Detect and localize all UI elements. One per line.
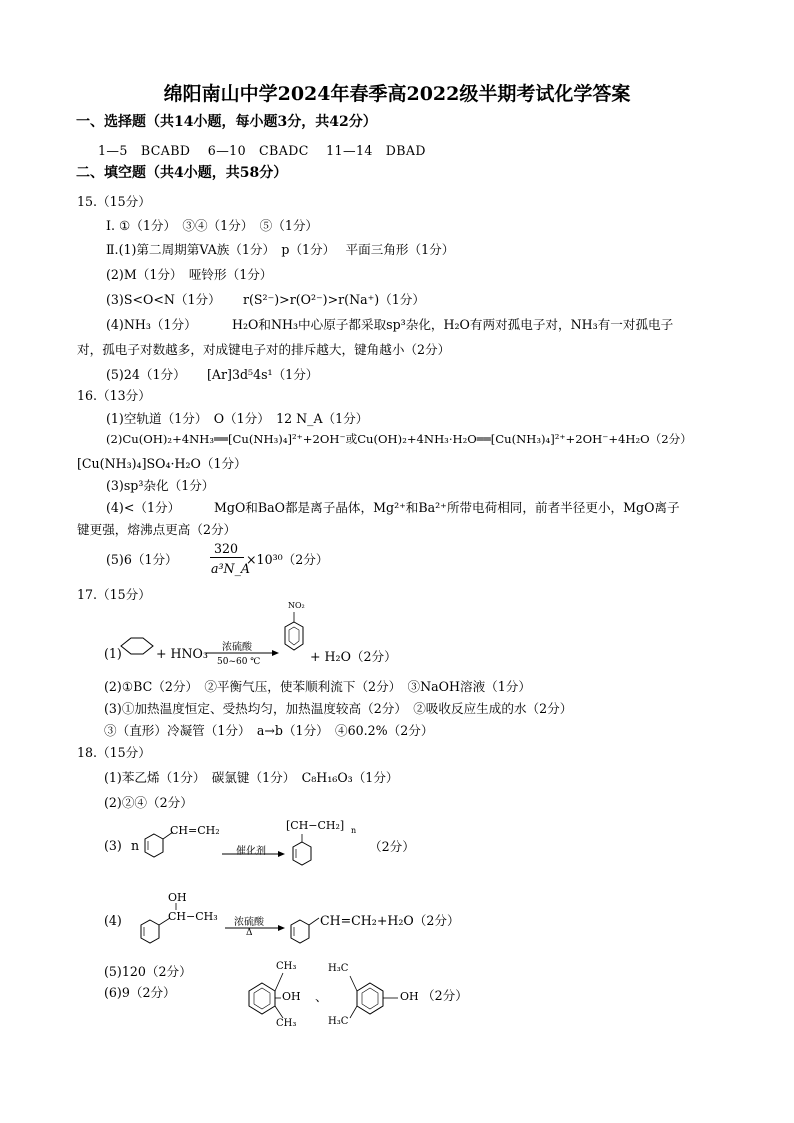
fraction-numerator: 320 xyxy=(214,541,239,556)
q16-line-7a: (5)6（1分） xyxy=(106,552,178,567)
styrene-monomer xyxy=(145,832,173,857)
q16-line-6: 键更强，熔沸点更高（2分） xyxy=(77,522,237,537)
q15-line-5b: H₂O和NH₃中心原子都采取sp³杂化，H₂O有两对孤电子对，NH₃有一对孤电子 xyxy=(232,317,674,332)
q17-head: 17.（15分） xyxy=(77,587,151,602)
q15-line-4b: r(S²⁻)>r(O²⁻)>r(Na⁺)（1分） xyxy=(243,292,425,307)
q16-line-3: [Cu(NH₃)₄]SO₄·H₂O（1分） xyxy=(77,456,247,471)
q18-line-1: (1)苯乙烯（1分） 碳氯键（1分） C₈H₁₆O₃（1分） xyxy=(104,770,399,785)
q18-line-5: (5)120（2分） xyxy=(104,964,192,979)
reaction-3-score: （2分） xyxy=(369,839,415,854)
styrene-vinyl-label: CH=CH₂ xyxy=(170,824,220,837)
reaction-1-cond-top: 浓硫酸 xyxy=(222,642,252,653)
q16-line-5a: (4)<（1分） xyxy=(106,500,181,515)
fraction-denominator: a³N_A xyxy=(211,561,250,576)
q15-line-5a: (4)NH₃（1分） xyxy=(106,317,197,332)
reaction-1-reagent: + HNO₃ xyxy=(156,646,208,661)
nitro-group-label: NO₂ xyxy=(288,601,305,610)
isomer-1-structure xyxy=(249,973,283,1018)
section-1-title: 一、选择题（共14小题，每小题3分，共42分） xyxy=(76,114,377,130)
reaction-1-product: + H₂O（2分） xyxy=(310,649,397,664)
reaction-3-n: n xyxy=(131,838,140,853)
q16-head: 16.（13分） xyxy=(77,388,151,403)
q16-line-1: (1)空轨道（1分） O（1分） 12 N_A（1分） xyxy=(106,411,369,426)
reaction-3-catalyst: 催化剂 xyxy=(236,846,266,857)
reaction-4-product: CH=CH₂+H₂O（2分） xyxy=(320,913,460,928)
isomer-separator: 、 xyxy=(315,989,328,1004)
q15-line-3: (2)M（1分） 哑铃形（1分） xyxy=(106,267,273,282)
isomer-1-ch3-top: CH₃ xyxy=(276,961,297,972)
isomer-2-oh: OH xyxy=(400,990,419,1003)
polymer-subscript-n: n xyxy=(351,826,357,835)
isomer-2-ch3-bottom: H₃C xyxy=(328,1016,349,1027)
phenylethanol-reactant xyxy=(141,903,176,943)
isomer-2-structure xyxy=(350,976,398,1018)
q15-head: 15.（15分） xyxy=(77,194,151,209)
reaction-4-label: (4) xyxy=(104,913,122,928)
isomer-1-oh: OH xyxy=(282,990,301,1003)
q18-head: 18.（15分） xyxy=(77,745,151,760)
section-2-title: 二、填空题（共4小题，共58分） xyxy=(76,165,288,181)
q15-line-2: Ⅱ.(1)第二周期第VA族（1分） p（1分） 平面三角形（1分） xyxy=(106,242,455,257)
q16-line-2: (2)Cu(OH)₂+4NH₃══[Cu(NH₃)₄]²⁺+2OH⁻或Cu(OH)₂+4NH₃·H₂O══[Cu(NH₃)₄]²⁺+2OH⁻+4H₂O（2分） xyxy=(106,432,692,446)
q16-line-4: (3)sp³杂化（1分） xyxy=(106,478,215,493)
polymer-repeat-unit: [CH−CH₂] xyxy=(286,819,345,832)
q17-line-2: (2)①BC（2分） ②平衡气压，使苯顺利流下（2分） ③NaOH溶液（1分） xyxy=(104,679,531,694)
q15-line-1: Ⅰ. ①（1分） ③④（1分） ⑤（1分） xyxy=(106,218,319,233)
q18-line-6: (6)9（2分） xyxy=(104,985,176,1000)
reaction-1-label: (1) xyxy=(104,646,122,661)
isomer-1-ch3-bottom: CH₃ xyxy=(276,1018,297,1029)
q15-line-4a: (3)S<O<N（1分） xyxy=(106,292,221,307)
reaction-4-cond-bottom: Δ xyxy=(246,928,253,938)
q17-line-4: ③（直形）冷凝管（1分） a→b（1分） ④60.2%（2分） xyxy=(104,723,434,738)
reaction-1-cond-bottom: 50~60 ℃ xyxy=(217,657,261,667)
q17-line-3: (3)①加热温度恒定、受热均匀，加热温度较高（2分） ②吸收反应生成的水（2分） xyxy=(104,701,573,716)
styrene-product xyxy=(291,918,319,943)
polystyrene xyxy=(293,834,311,865)
hydroxyl-label: OH xyxy=(168,891,187,904)
q15-line-6: 对，孤电子对数越多，对成键电子对的排斥越大，键角越小（2分） xyxy=(77,342,451,357)
page-title: 绵阳南山中学2024年春季高2022级半期考试化学答案 xyxy=(163,83,631,105)
reaction-4-cond-top: 浓硫酸 xyxy=(234,917,264,928)
q18-line-2: (2)②④（2分） xyxy=(104,795,193,810)
q15-line-7b: [Ar]3d⁵4s¹（1分） xyxy=(207,367,319,382)
q15-line-7a: (5)24（1分） xyxy=(106,367,186,382)
isomer-score: （2分） xyxy=(422,988,468,1003)
isomer-2-ch3-top: H₃C xyxy=(328,963,349,974)
fraction-tail: ×10³⁰（2分） xyxy=(246,552,329,567)
reaction-4-chain: CH−CH₃ xyxy=(168,910,218,923)
q16-line-5b: MgO和BaO都是离子晶体，Mg²⁺和Ba²⁺所带电荷相同，前者半径更小，MgO离子 xyxy=(214,500,680,515)
reaction-3-label: (3) xyxy=(104,838,122,853)
choice-answers: 1—5 BCABD 6—10 CBADC 11—14 DBAD xyxy=(98,143,426,158)
